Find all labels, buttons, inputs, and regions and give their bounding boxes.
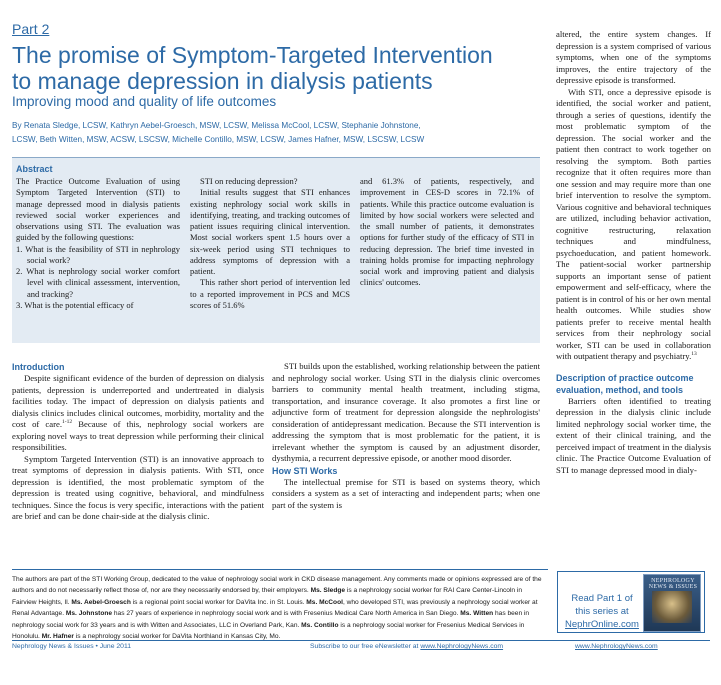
abstract-paragraph: STI on reducing depression? xyxy=(200,176,298,186)
how-sti-works-heading: How STI Works xyxy=(272,465,338,476)
description-heading: Description of practice outcome evaluation, method, and tools xyxy=(556,372,694,395)
body-paragraph: Symptom Targeted Intervention (STI) is an innovative approach to treat symptoms of depression in dialysis patients. With STI, once depression is identified, the most problematic symptom of the depression is treated using cognitive, behavioral, and mindfulness techniques. Since the focus is very specific, interactions with the patient are brief and can be done chair-side at the dialysis clinic. xyxy=(12,453,264,521)
abstract-column-1 xyxy=(16,176,180,311)
abstract-paragraph: This rather short period of intervention led to a reported improvement in PCS and MCS scores of 51.6% xyxy=(190,277,350,310)
abstract-column-3 xyxy=(360,176,534,289)
newsletter-link[interactable]: www.NephrologyNews.com xyxy=(420,643,504,650)
body-paragraph: altered, the entire system changes. If depression is a system comprised of various symptoms, when one of the symptoms improves, the entire trajectory of the depressive episode is transformed. xyxy=(556,29,711,85)
promo-text: Read Part 1 of this series at NephrOnline.com xyxy=(562,592,642,631)
abstract-question-1: 1. What is the feasibility of STI in nephrology social work? xyxy=(16,243,180,265)
article-title xyxy=(12,42,542,94)
body-column-1 xyxy=(12,361,264,523)
abstract-paragraph: Initial results suggest that STI enhances existing nephrology social work skills in identifying, treating, and tracking outcomes of patient issues requiring clinical intervention. Most social workers spent 1.5 hours over a six-week period using STI techniques to address symptoms of depression with a patient. xyxy=(190,187,350,276)
folio-center: Subscribe to our free eNewsletter at www.NephrologyNews.com xyxy=(310,643,504,650)
introduction-heading: Introduction xyxy=(12,362,65,372)
title-line-1: The promise of Symptom-Targeted Intervention xyxy=(12,42,493,68)
abstract-question-2: 2. What is nephrology social worker comfort level with clinical assessment, intervention, and tracking? xyxy=(16,266,180,299)
body-column-3 xyxy=(556,29,711,476)
website-link[interactable]: www.NephrologyNews.com xyxy=(575,643,658,650)
folio-left: Nephrology News & Issues • June 2011 xyxy=(12,643,131,650)
abstract-question-3: 3. What is the potential efficacy of xyxy=(16,299,134,310)
read-part-1-promo[interactable] xyxy=(557,571,705,633)
nephronline-link[interactable]: NephrOnline.com xyxy=(565,619,639,630)
folio-right xyxy=(575,643,658,650)
cover-photo xyxy=(652,591,692,623)
author-footnote: The authors are part of the STI Working Group, dedicated to the value of nephrology social work in CKD disease management. Any comments made or opinions expressed are of the authors and do not necessarily reflect those of, nor are they necessarily endorsed by, their employers. Ms. Sledge is a nephrology social worker for RAI Care Center-Lincoln in Fairview Heights, Il. Ms. Aebel-Groesch is a regional point social worker for DaVita Inc. in St. Louis. Ms. McCool, who developed STI, was previously a nephrology social worker at Renal Advantage. Ms. Johnstone has 27 years of experience in nephrology social work and is with Fresenius Medical Care North America in San Diego. Ms. Witten has been in nephrology social work for 33 years and is with Witten and Associates, LLC in Overland Park, Kan. Ms. Contillo is a nephrology social worker for Fresenius Medical Services in Honolulu. Mr. Hafner is a nephrology social worker for DaVita Northland in Kansas City, Mo. xyxy=(12,569,548,629)
body-paragraph: With STI, once a depressive episode is identified, the social worker and patient, through a series of questions, identify the most problematic symptom of the depression. The social worker and the patient then contract to work together on resolving the symptom. Both parties recognize that it often requires more than one session and may require more than one brief intervention to resolve the symptom. Various cognitive and behavioral techniques are utilized, including behavior activation, cognitive restructuring, relaxation techniques and mindfulness, psychoeducation, and patient homework. The patient-social worker partnership supports an important sense of patient empowerment and self-efficacy, where the patient is in control of his or her own mental health outcomes. While studies show patients prefer to receive mental health services from their nephrology social worker, STI can be used in collaboration with outpatient therapy and psychiatry.$^{13}$ xyxy=(556,86,711,361)
abstract-paragraph: and 61.3% of patients, respectively, and improvement in CES-D scores in 72.1% of patients. While this practice outcome evaluation is limited by how social workers were selected and the small number of patients, it demonstrates options for further study of the efficacy of STI in reducing depression. The brief time invested in training holds promise for impacting nephrology social work and improving patient and dialysis clinics' outcomes. xyxy=(360,176,534,288)
body-paragraph: Despite significant evidence of the burden of depression on dialysis patients, depression is underreported and undertreated in dialysis facilities today. The impact of depression on dialysis patients and dialysis clinics includes clinical outcomes, morbidity, mortality and the cost of care.$^{1-12}$ Because of this, nephrology social workers are exploring novel ways to treat depression while performing their clinical responsibilities. xyxy=(12,373,264,452)
abstract-column-2 xyxy=(190,176,350,311)
body-paragraph: The intellectual premise for STI is based on systems theory, which considers a system as a set of interacting and independent parts; when one part of the system is xyxy=(272,476,540,510)
body-paragraph: STI builds upon the established, working relationship between the patient and nephrology social worker. Using STI in the dialysis clinic overcomes barriers to community mental health treatment, including stigma, transportation, and insurance coverage. It also promotes a first line or adjunctive form of treatment for depression alongside the nephrologists' consideration of antidepressant medication. Because the STI intervention is addressing the symptom that is most problematic for the patient, it is irrelevant whether the symptom is caused by an adjustment disorder, dysthymia, a recurrent depressive episode, or another mood disorder. xyxy=(272,361,540,463)
abstract-box xyxy=(12,157,540,343)
body-column-2 xyxy=(272,361,540,511)
author-line-1: By Renata Sledge, LCSW, Kathryn Aebel-Groesch, MSW, LCSW, Melissa McCool, LCSW, Stephanie Johnstone, xyxy=(12,121,421,130)
article-subtitle: Improving mood and quality of life outcomes xyxy=(12,94,277,109)
body-paragraph: Barriers often identified to treating depression in the dialysis clinic include limited nephrology social worker time, the extent of their clinical training, and the perceived impact of treatment in the dialysis clinic. The Practice Outcome Evaluation of STI to manage depressed mood in dialy- xyxy=(556,395,711,475)
author-line-2: LCSW, Beth Witten, MSW, ACSW, LSCSW, Michelle Contillo, MSW, LCSW, James Hafner, MSW, LSCSW, LCSW xyxy=(12,135,425,144)
magazine-cover-image: NEPHROLOGY NEWS & ISSUES xyxy=(643,574,701,632)
author-byline xyxy=(12,119,537,147)
footer-rule xyxy=(12,640,710,641)
abstract-heading: Abstract xyxy=(16,164,53,174)
title-line-2: to manage depression in dialysis patients xyxy=(12,68,433,94)
part-label: Part 2 xyxy=(12,21,50,37)
abstract-paragraph: The Practice Outcome Evaluation of using Symptom Targeted Intervention (STI) to manage depressed mood in dialysis patients reviewed social worker experiences and observations using STI. The evaluation was guided by the following questions: xyxy=(16,176,180,243)
